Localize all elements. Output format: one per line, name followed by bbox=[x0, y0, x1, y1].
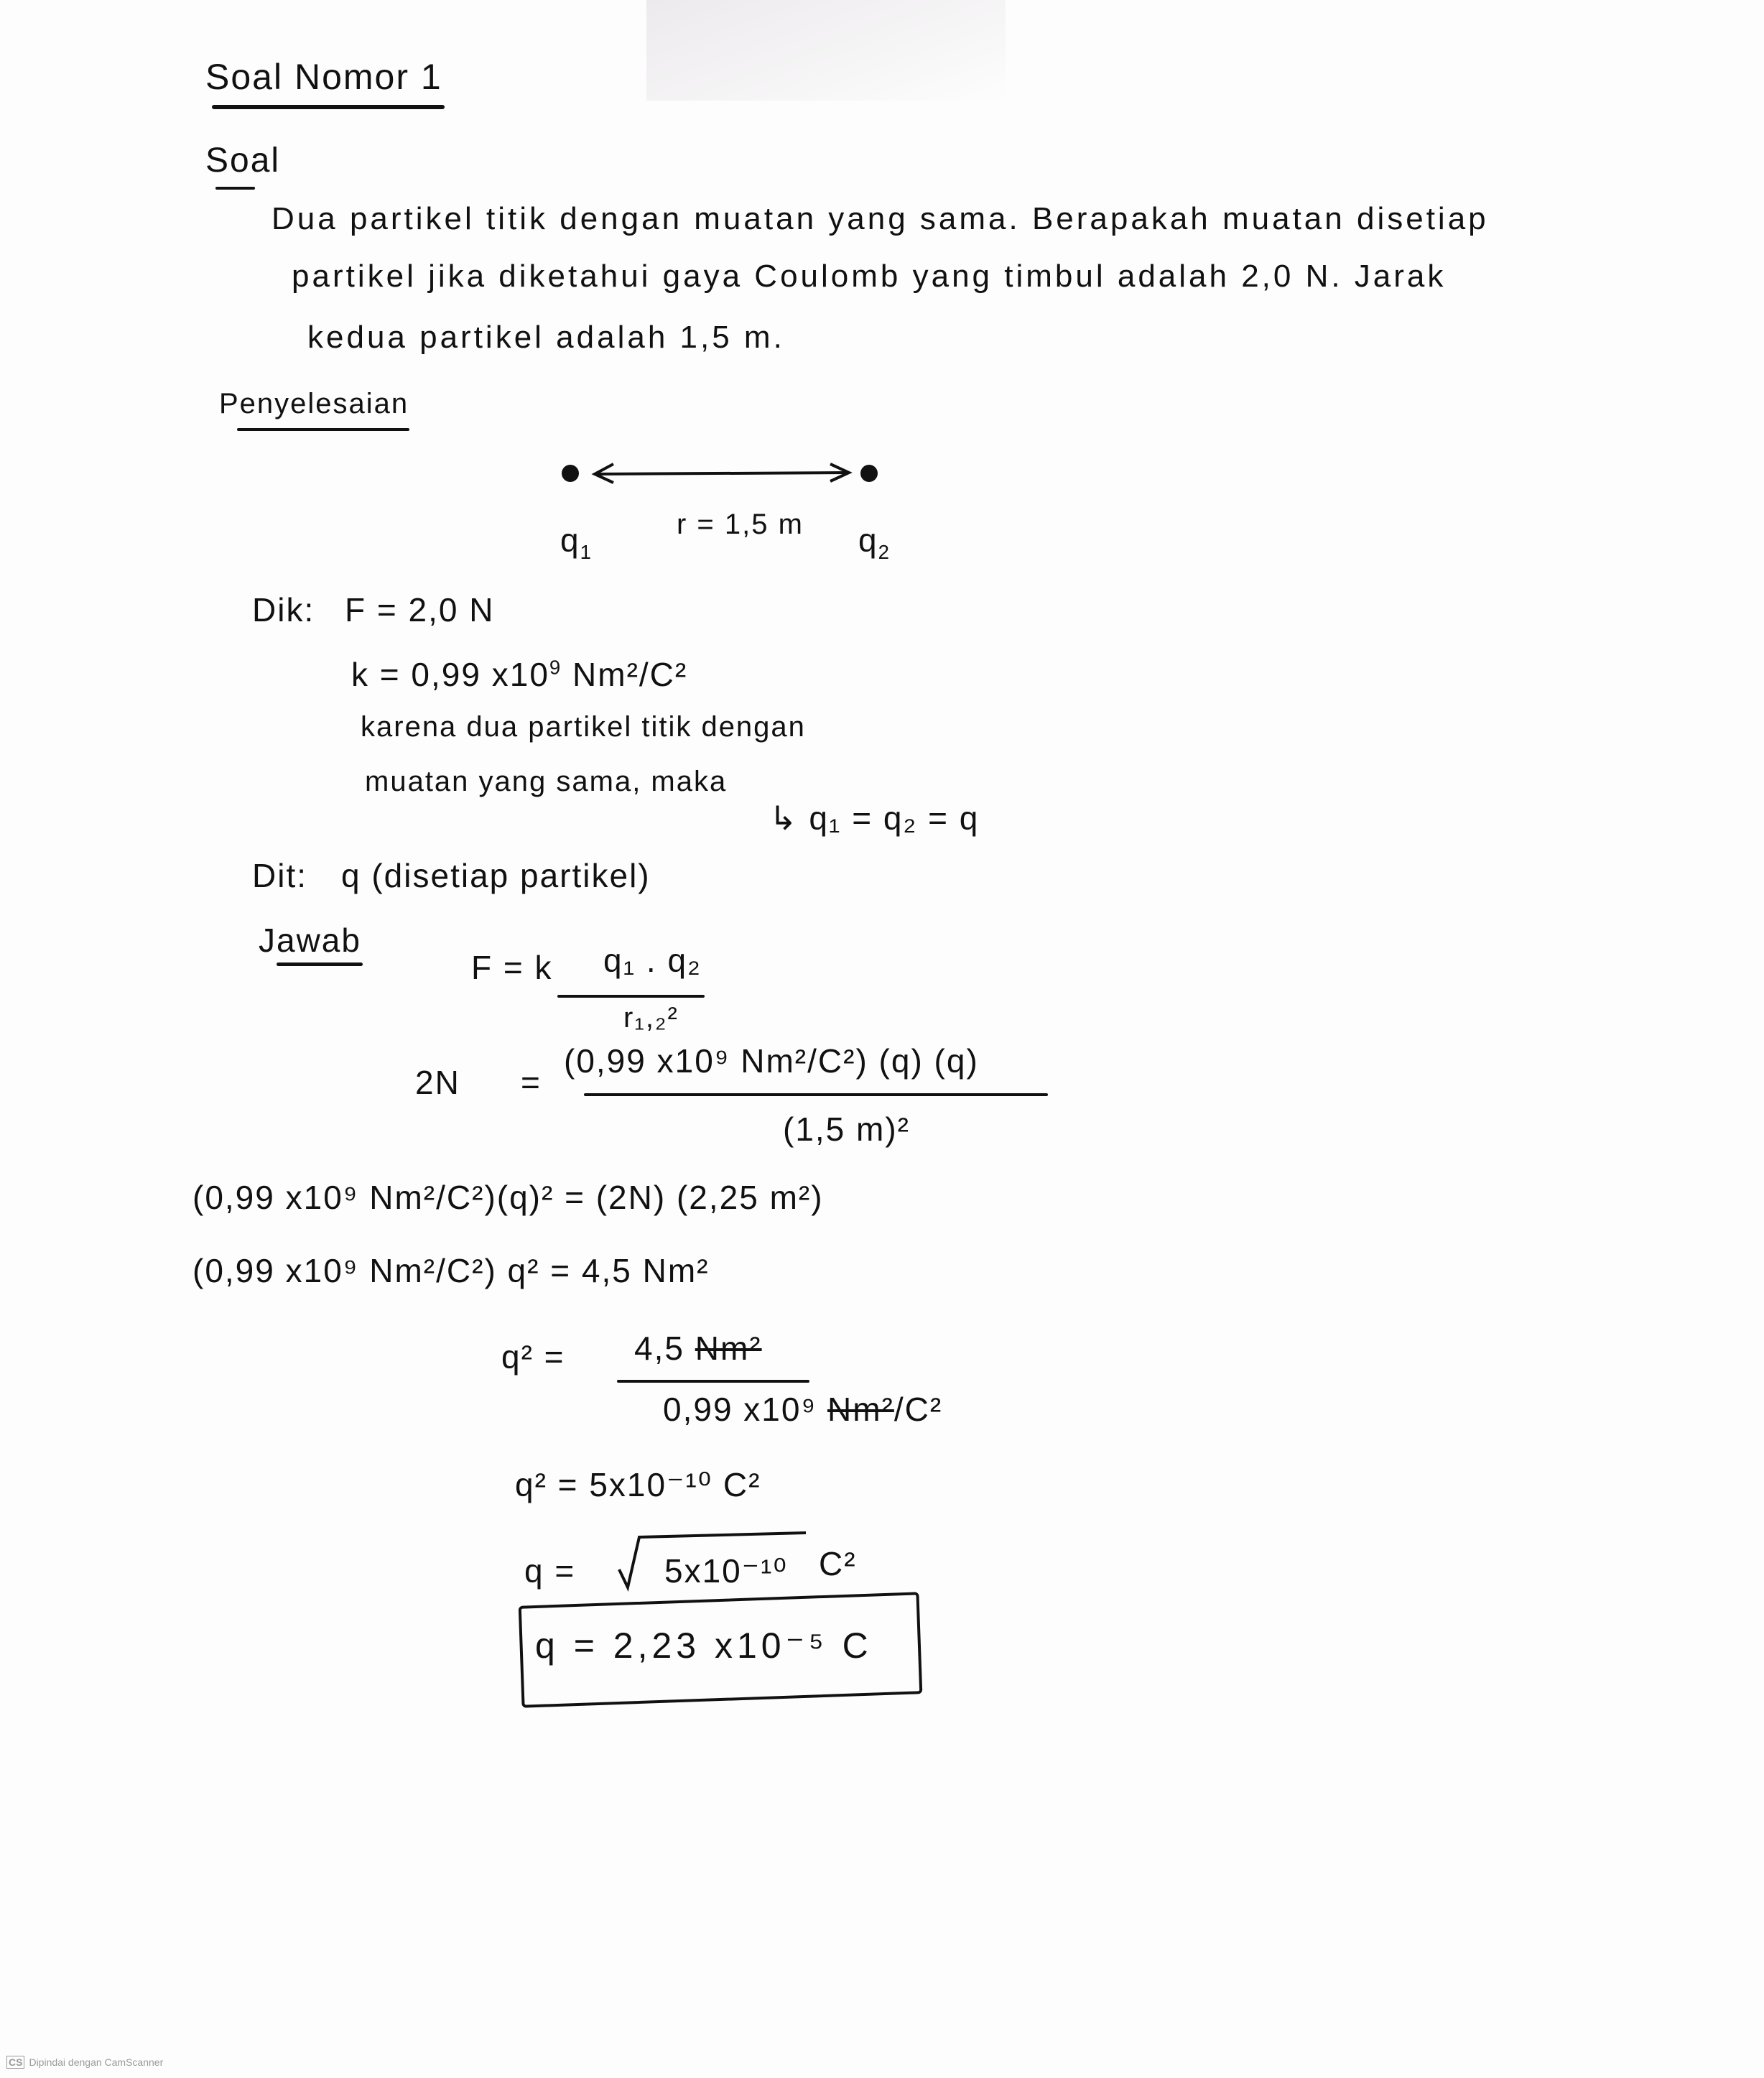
step6-unit: C² bbox=[819, 1545, 857, 1582]
step1-lhs: 2N bbox=[415, 1064, 460, 1101]
answer-label: Jawab bbox=[259, 922, 361, 959]
question-label-underline bbox=[215, 187, 255, 190]
charge-q2-label: $q_2$ bbox=[858, 521, 891, 564]
watermark-text: Dipindai dengan CamScanner bbox=[29, 2056, 164, 2068]
coulomb-formula-lhs: F = k bbox=[471, 949, 553, 986]
title-underline bbox=[212, 105, 445, 109]
step4-denominator: 0,99 x10⁹ Nm²/C² bbox=[663, 1391, 943, 1428]
known-label: Dik: bbox=[252, 591, 315, 628]
question-label: Soal bbox=[205, 142, 281, 180]
coulomb-formula-numerator: q₁ . q₂ bbox=[603, 942, 702, 979]
step1-eq: = bbox=[521, 1064, 542, 1101]
solution-label: Penyelesaian bbox=[219, 388, 409, 419]
known-force: F = 2,0 N bbox=[345, 591, 495, 628]
distance-arrow-icon bbox=[589, 460, 855, 488]
step3: (0,99 x10⁹ Nm²/C²) q² = 4,5 Nm² bbox=[192, 1252, 710, 1289]
note-line-2: muatan yang sama, maka bbox=[365, 766, 728, 797]
note-line-1: karena dua partikel titik dengan bbox=[361, 711, 806, 743]
final-result: q = 2,23 x10⁻⁵ C bbox=[535, 1625, 873, 1666]
step5: q² = 5x10⁻¹⁰ C² bbox=[515, 1466, 761, 1503]
step1-denominator: (1,5 m)² bbox=[783, 1110, 910, 1148]
known-constant: k = 0,99 $x10^9$ Nm²/C² bbox=[351, 656, 688, 693]
step4-lhs: q² = bbox=[501, 1338, 565, 1376]
particle-1-dot bbox=[562, 465, 579, 482]
asked-label: Dit: bbox=[252, 857, 307, 894]
charge-q1-label: $q_1$ bbox=[560, 521, 593, 564]
camscanner-logo: CS bbox=[6, 2056, 24, 2069]
solution-label-underline bbox=[237, 428, 409, 431]
step4-numerator: 4,5 Nm² bbox=[634, 1330, 762, 1367]
step2: (0,99 x10⁹ Nm²/C²)(q)² = (2N) (2,25 m²) bbox=[192, 1179, 824, 1216]
step6-lhs: q = bbox=[524, 1552, 576, 1590]
question-line-2: partikel jika diketahui gaya Coulomb yang timbul adalah 2,0 N. Jarak bbox=[292, 259, 1447, 294]
scan-shadow bbox=[646, 0, 1006, 101]
distance-label: r = 1,5 m bbox=[677, 509, 804, 540]
asked-text: q (disetiap partikel) bbox=[341, 857, 651, 894]
question-line-1: Dua partikel titik dengan muatan yang sama. Berapakah muatan disetiap bbox=[271, 201, 1489, 236]
coulomb-formula-denominator: r₁,₂² bbox=[623, 1002, 679, 1034]
equal-charges: ↳ q₁ = q₂ = q bbox=[769, 799, 980, 837]
fraction-bar bbox=[584, 1093, 1048, 1096]
answer-label-underline bbox=[277, 963, 363, 966]
particle-2-dot bbox=[860, 465, 878, 482]
fraction-bar bbox=[617, 1380, 809, 1383]
page-title: Soal Nomor 1 bbox=[205, 57, 442, 97]
question-line-3: kedua partikel adalah 1,5 m. bbox=[307, 320, 785, 355]
camscanner-watermark bbox=[6, 2056, 163, 2069]
step1-numerator: (0,99 x10⁹ Nm²/C²) (q) (q) bbox=[564, 1042, 979, 1080]
fraction-bar bbox=[557, 995, 705, 998]
step6-radicand: 5x10⁻¹⁰ bbox=[664, 1552, 788, 1590]
